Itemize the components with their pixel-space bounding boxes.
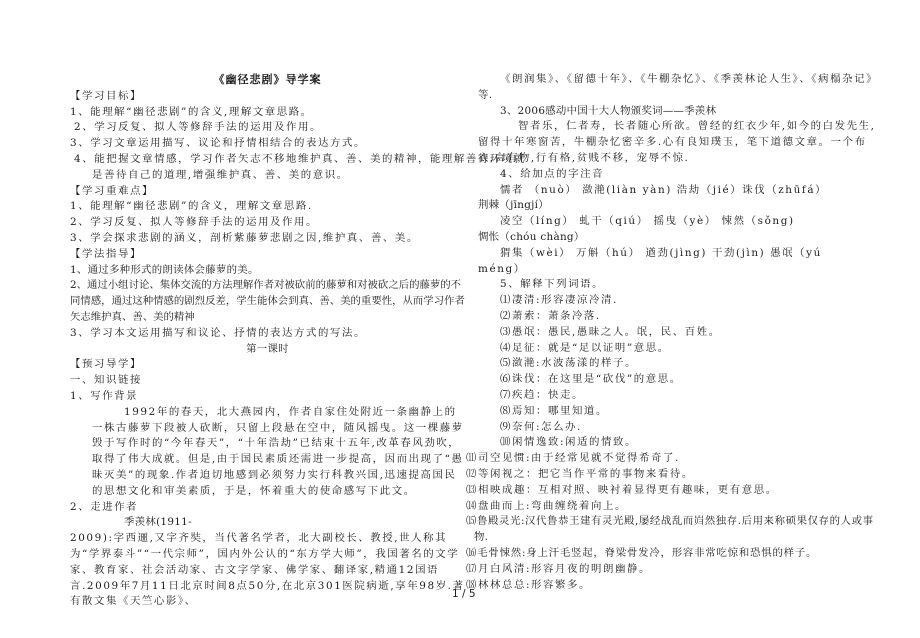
goal-item: 3、学习文章运用描写、议论和抒情相结合的表达方式。 [70,137,366,150]
key-point: 3、学会探求悲剧的涵义，剖析紫藤萝悲剧之因,维护真、善、美。 [70,231,419,244]
method-item: 1、通过多种形式的朗读体会藤萝的美。 [70,263,259,276]
method-item: 2、通过小组讨论、集体交流的方法理解作者对被砍前的藤萝和对被砍之后的藤萝的不同情感，通过这种情感的剧烈反差，学生能体会到真、善、美的重要性，从而学习作者矢志维护真、善、美的精神 [70,279,465,323]
preview-heading: 【预习导学】 [70,358,142,371]
pinyin-heading: 4、给加点的字注音 [500,167,605,180]
key-point: 2、学习反复、拟人等修辞手法的运用及作用。 [70,216,319,229]
author-heading: 2、走进作者 [70,500,139,513]
pinyin-line: 惆怅（chóu chàng） [478,230,585,243]
goal-item: 4、能把握文章情感，学习作者矢志不移地维护真、善、美的精神，能理解善待环境就 [74,152,526,165]
vocab-item: ⑵萧索：萧条冷落. [500,309,601,322]
vocab-item: ⑼奈何:怎么办. [500,420,582,433]
vocab-item: ⑽闲情逸致:闲适的情致。 [500,436,637,449]
vocab-item: ⑷足征：就是“足以证明”意思。 [500,341,670,354]
method-item: 3、学习本文运用描写和议论、抒情的表达方式的写法。 [70,326,366,339]
vocab-item: ⑶愚氓：愚民,愚昧之人。氓，民、百姓。 [500,325,721,338]
pinyin-line: 荆棘（jīngjí） [478,199,549,212]
goal-item: 1、能理解“幽径悲剧”的含义,理解文章思路。 [70,105,313,118]
key-heading: 【学习重难点】 [70,184,154,197]
method-heading: 【学法指导】 [70,247,142,260]
vocab-item: ⒅林林总总:形容繁多。 [466,578,592,591]
vocab-item: ⑾司空见惯:由于经常见就不觉得希奇了. [466,452,680,465]
pinyin-line: 凌空（líng） 虬干（qiú） 摇曳（yè） 悚然（sǒng) [500,215,795,228]
vocab-item: ⑺疾趋：快走。 [500,388,584,401]
vocab-item: ⒂鲁殿灵光:汉代鲁恭王建有灵光殿,屡经战乱而岿然独存.后用来称硕果仅存的人或事 [466,515,874,528]
background-text: 1992年的春天，北大燕园内，作者自家住处附近一条幽静上的一株古藤萝下段被人砍断，只留上段悬在空中，随风摇曳。这一棵藤萝毁于写作时的“今年春天”，“十年浩劫”已结束十五年,改革春风劲吹，取得了伟大成就。但是,由于国民素质还需进一步提高，因而出现了“愚昧灭美”的现象.作者迫切地感到必须努力实行科教兴国,迅速提高国民的思想文化和审美素质，于是，怀着重大的使命感写下此文。 [92,405,464,497]
vocab-item: ⒁盘曲而上:弯曲缠绕着向上。 [466,499,627,512]
goal-item-continued: 是善待自己的道理,增强维护真、善、美的意识。 [92,168,349,181]
works-end: 等. [478,88,493,101]
vocab-item: ⒀相映成趣：互相对照、映衬着显得更有趣味，更有意思。 [466,483,778,496]
vocab-heading: 5、解释下列词语。 [500,278,605,291]
page-indicator: 1 / 5 [452,588,476,600]
vocab-item: ⑸潋滟:水波荡漾的样子。 [500,357,637,370]
vocab-item: ⒄月白风清:形容月夜的明朗幽静。 [466,562,651,575]
vocab-item-continued: 物. [474,531,489,544]
vocab-item: ⑴凄清:形容凄凉冷清. [500,294,618,307]
pinyin-line: 猬集（wèi） 万斛（hú） 遒劲(jìng) 干劲(jìn) 愚氓（yú [500,246,822,259]
section-heading: 一、知识链接 [70,374,142,387]
goal-item: 2、学习反复、拟人等修辞手法的运用及作用。 [74,121,323,134]
pinyin-line: méng） [478,262,526,275]
works-list: 《朗润集》、《留德十年》、《牛棚杂忆》、《季羡林论人生》、《病榻杂记》 [500,73,879,85]
pinyin-line: 懦者 （nuò） 潋滟(liàn yàn) 浩劫（jié）诛伐（zhūfá） [500,183,828,196]
award-text: 智者乐，仁者寿，长者随心所欲。曾经的红衣少年,如今的白发先生,留得十年寒窗苦，牛棚杂忆密辛多.心有良知璞玉，笔下道德文章。一个布衣,言有物,行有格,贫贱不移，宠辱不惊. [478,120,876,164]
goals-heading: 【学习目标】 [70,89,142,102]
document-title: 《幽径悲剧》导学案 [213,73,322,86]
lesson-label: 第一课时 [246,342,289,355]
background-heading: 1、写作背景 [70,389,139,402]
award-heading: 3、2006感动中国十大人物颁奖词——季羡林 [500,104,717,117]
author-text: 2009):字西逦,又字齐奘，当代著名学者，北大副校长、教授,世人称其为“学界泰斗”“一代宗师”，国内外公认的“东方学大师”，我国著名的文学家、教育家、社会活动家、古文字学家、佛学家、翻译家,精通12国语言.2009年7月11日北京时间8点50分,在北京301医院病逝,享年98岁.著有散文集《天竺心影》、 [70,532,465,608]
vocab-item: ⒃毛骨悚然:身上汗毛竖起，脊梁骨发冷，形容非常吃惊和恐惧的样子。 [466,546,818,559]
right-column [466,72,879,593]
vocab-item: ⑹诛伐：在这里是“砍伐”的意思。 [500,373,682,386]
key-point: 1、能理解“幽径悲剧”的含义，理解文章思路. [70,200,313,213]
vocab-item: ⑿等闲视之：把它当作平常的事物来看待。 [466,467,694,480]
author-name: 季羡林(1911- [124,516,192,529]
vocab-item: ⑻焉知：哪里知道。 [500,404,608,417]
